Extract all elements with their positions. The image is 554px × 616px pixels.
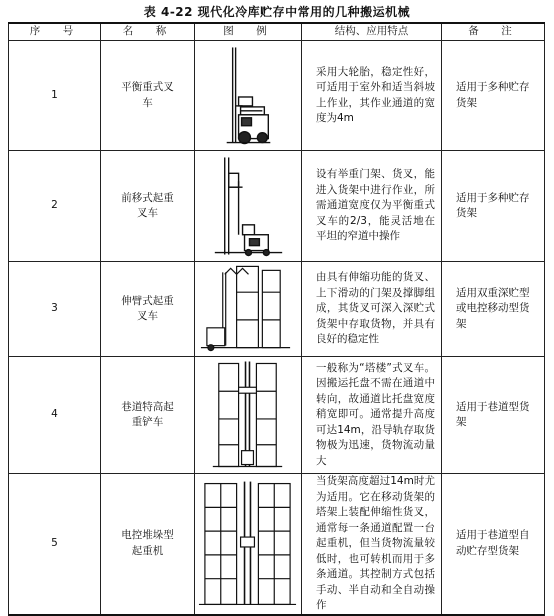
table-row <box>9 357 545 474</box>
row-name: 伸臂式起重叉车 <box>101 262 195 357</box>
row-note: 适用双重深贮型或电控移动型货架 <box>442 262 545 357</box>
counterbalance-forklift-icon <box>195 41 301 150</box>
col-header-no: 序 号 <box>9 23 101 41</box>
col-header-feature: 结构、应用特点 <box>302 23 442 41</box>
header-row <box>9 23 545 41</box>
row-no: 5 <box>9 474 101 615</box>
row-no: 3 <box>9 262 101 357</box>
row-name: 巷道特高起重铲车 <box>101 357 195 474</box>
table-row <box>9 41 545 151</box>
row-no: 4 <box>9 357 101 474</box>
row-name: 电控堆垛型起重机 <box>101 474 195 615</box>
table-row <box>9 474 545 615</box>
col-header-figure: 图 例 <box>195 23 302 41</box>
pantograph-reach-truck-icon <box>195 262 301 356</box>
table-row <box>9 262 545 357</box>
row-figure <box>195 474 302 615</box>
handling-equipment-table <box>8 22 545 616</box>
table-title: 表 4-22 现代化冷库贮存中常用的几种搬运机械 <box>143 5 411 19</box>
row-feature: 采用大轮胎，稳定性好，可适用于室外和适当斜坡上作业，其作业通道的宽度为4m <box>302 41 442 151</box>
row-no: 1 <box>9 41 101 151</box>
col-header-note: 备 注 <box>442 23 545 41</box>
row-figure <box>195 151 302 262</box>
col-header-name: 名 称 <box>101 23 195 41</box>
row-note: 适用于巷道型自动贮存型货架 <box>442 474 545 615</box>
row-feature: 由具有伸缩功能的货叉、上下滑动的门架及撑脚组成，其货叉可深入深贮式货架中存取货物，并具有良好的稳定性 <box>302 262 442 357</box>
reach-truck-icon <box>195 151 301 261</box>
row-note: 适用于多种贮存货架 <box>442 41 545 151</box>
row-figure <box>195 41 302 151</box>
row-feature: 当货架高度超过14m时尤为适用。它在移动货架的塔架上装配伸缩性货叉，通常每一条通道配置一台起重机，但当货物流量较低时，也可转机而用于多条通道。其控制方式包括手动、半自动和全自动操作 <box>302 474 442 615</box>
row-name: 平衡重式叉车 <box>101 41 195 151</box>
stacker-crane-icon <box>195 479 301 609</box>
row-note: 适用于多种贮存货架 <box>442 151 545 262</box>
row-no: 2 <box>9 151 101 262</box>
row-feature: 一般称为“塔楼”式叉车。因搬运托盘不需在通道中转向，故通道比托盘宽度稍宽即可。通常提升高度可达14m，沿导轨存取货物极为迅速，货物流动量大 <box>302 357 442 474</box>
row-figure <box>195 357 302 474</box>
row-name: 前移式起重叉车 <box>101 151 195 262</box>
turret-truck-icon <box>195 357 301 473</box>
row-figure <box>195 262 302 357</box>
table-row <box>9 151 545 262</box>
row-note: 适用于巷道型货架 <box>442 357 545 474</box>
row-feature: 设有举重门架、货叉，能进入货架中进行作业，所需通道宽度仅为平衡重式叉车的2/3，能灵活地在平坦的窄道中操作 <box>302 151 442 262</box>
